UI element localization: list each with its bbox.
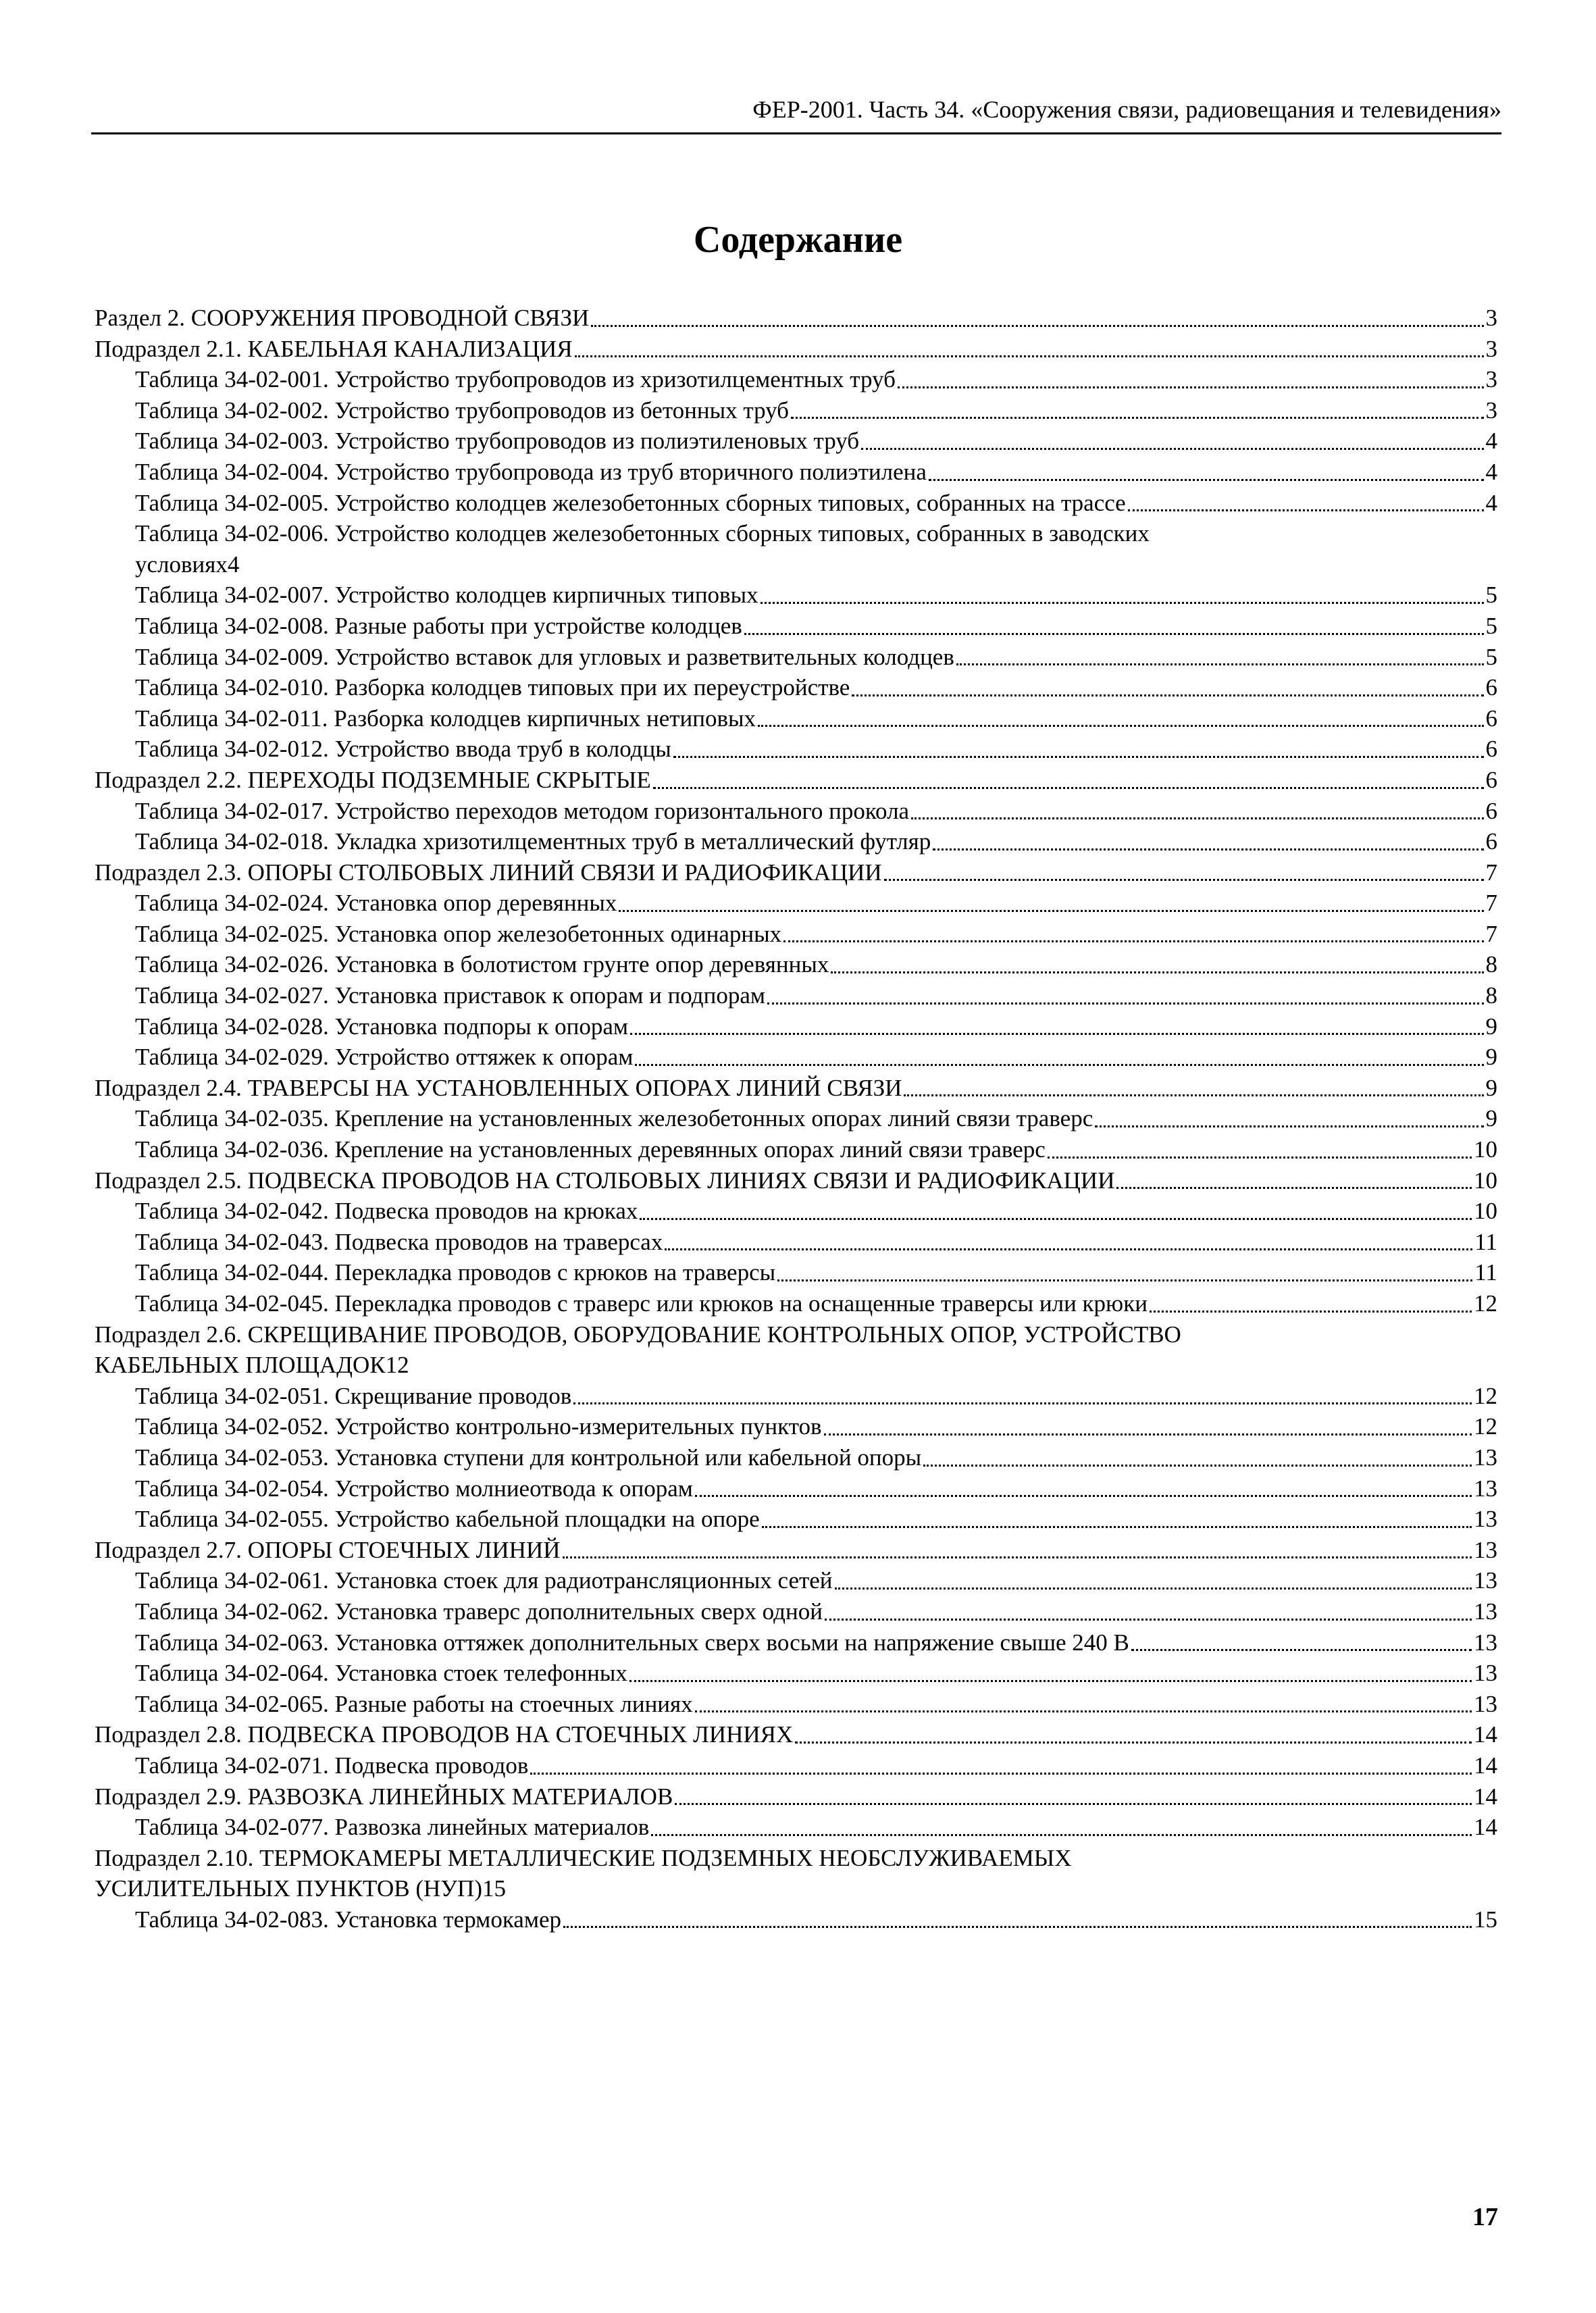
toc-entry-label: Таблица 34-02-018. Укладка хризотилцементных труб в металлический футляр — [135, 828, 931, 855]
dot-leader — [904, 1094, 1483, 1096]
dot-leader — [653, 787, 1484, 789]
dot-leader — [861, 448, 1483, 450]
dot-leader — [695, 1710, 1472, 1712]
toc-entry-page: 6 — [1485, 766, 1497, 793]
toc-entry-page: 6 — [1485, 674, 1497, 701]
toc-entry[interactable] — [95, 1227, 1497, 1258]
toc-entry-page: 8 — [1485, 982, 1497, 1009]
toc-entry[interactable] — [95, 1257, 1497, 1288]
toc-entry-label: Таблица 34-02-052. Устройство контрольно-измерительных пунктов — [135, 1413, 822, 1440]
dot-leader — [911, 817, 1483, 819]
toc-entry-label: Таблица 34-02-083. Установка термокамер — [135, 1906, 562, 1933]
table-of-contents — [95, 303, 1497, 1935]
toc-entry-label: Подраздел 2.6. СКРЕЩИВАНИЕ ПРОВОДОВ, ОБОРУДОВАНИЕ КОНТРОЛЬНЫХ ОПОР, УСТРОЙСТВО — [95, 1321, 1181, 1348]
toc-entry[interactable] — [95, 1196, 1497, 1227]
toc-entry-label: Таблица 34-02-045. Перекладка проводов с траверс или крюков на оснащенные траверсы или крюки — [135, 1290, 1148, 1317]
toc-entry[interactable] — [95, 672, 1497, 703]
toc-entry-page: 13 — [1474, 1475, 1497, 1502]
dot-leader — [852, 694, 1483, 696]
toc-entry[interactable] — [95, 826, 1497, 857]
toc-entry[interactable] — [95, 395, 1497, 426]
toc-entry-page: 12 — [1474, 1413, 1497, 1440]
dot-leader — [629, 1680, 1472, 1682]
dot-leader — [630, 1033, 1483, 1035]
toc-entry-page: 8 — [1485, 951, 1497, 978]
toc-entry[interactable] — [95, 457, 1497, 488]
toc-entry-page: 3 — [1485, 305, 1497, 331]
toc-entry-page: 13 — [1474, 1660, 1497, 1687]
toc-entry-label: Таблица 34-02-062. Установка траверс дополнительных сверх одной — [135, 1598, 823, 1625]
dot-leader — [795, 1742, 1472, 1744]
toc-entry[interactable] — [95, 888, 1497, 919]
dot-leader — [1150, 1311, 1472, 1313]
toc-entry-label: Таблица 34-02-065. Разные работы на стоечных линиях — [135, 1690, 693, 1717]
toc-entry-page: 14 — [1474, 1783, 1497, 1810]
dot-leader — [640, 1218, 1472, 1220]
toc-entry-page: 14 — [1474, 1721, 1497, 1748]
toc-entry[interactable] — [95, 1288, 1497, 1319]
toc-entry-label: Подраздел 2.4. ТРАВЕРСЫ НА УСТАНОВЛЕННЫХ ОПОРАХ ЛИНИЙ СВЯЗИ — [95, 1074, 902, 1101]
toc-entry[interactable] — [95, 765, 1497, 796]
toc-entry[interactable] — [95, 734, 1497, 765]
toc-entry[interactable] — [95, 488, 1497, 519]
toc-entry-page: 5 — [1485, 582, 1497, 609]
toc-entry[interactable] — [95, 703, 1497, 734]
toc-entry-label: Таблица 34-02-001. Устройство трубопроводов из хризотилцементных труб — [135, 366, 896, 393]
running-header: ФЕР-2001. Часть 34. «Сооружения связи, радиовещания и телевидения» — [91, 95, 1501, 134]
toc-entry[interactable] — [95, 919, 1497, 950]
toc-entry-label: Подраздел 2.7. ОПОРЫ СТОЕЧНЫХ ЛИНИЙ — [95, 1536, 561, 1563]
dot-leader — [1095, 1125, 1483, 1127]
toc-entry-page: 10 — [1474, 1167, 1497, 1194]
toc-entry-page: 10 — [1474, 1198, 1497, 1225]
toc-entry-label: Подраздел 2.9. РАЗВОЗКА ЛИНЕЙНЫХ МАТЕРИАЛОВ — [95, 1783, 673, 1810]
toc-entry-page: 13 — [1474, 1598, 1497, 1625]
toc-entry[interactable] — [95, 1812, 1497, 1843]
toc-entry-page: 9 — [1485, 1074, 1497, 1101]
toc-entry-page: 5 — [1485, 612, 1497, 639]
page-number: 17 — [1472, 2203, 1498, 2231]
dot-leader — [1116, 1187, 1472, 1189]
dot-leader — [619, 910, 1483, 912]
toc-entry-label: Таблица 34-02-063. Установка оттяжек дополнительных сверх восьми на напряжение свыше 240 В — [135, 1629, 1129, 1656]
toc-entry-page: 4 — [1485, 489, 1497, 516]
toc-entry-label: Таблица 34-02-024. Установка опор деревянных — [135, 890, 617, 917]
toc-entry-label: Таблица 34-02-042. Подвеска проводов на крюках — [135, 1198, 638, 1225]
toc-entry-label: Таблица 34-02-002. Устройство трубопроводов из бетонных труб — [135, 397, 789, 424]
toc-entry-page: 13 — [1474, 1567, 1497, 1594]
toc-entry-label: Таблица 34-02-009. Устройство вставок для угловых и разветвительных колодцев — [135, 643, 954, 670]
dot-leader — [956, 663, 1484, 665]
toc-entry-page: 3 — [1485, 397, 1497, 424]
toc-entry-label-continued: КАБЕЛЬНЫХ ПЛОЩАДОК — [95, 1352, 386, 1379]
toc-entry[interactable] — [95, 518, 1497, 580]
toc-entry-page: 9 — [1485, 1105, 1497, 1132]
toc-entry-page: 14 — [1474, 1752, 1497, 1779]
toc-entry-label: Таблица 34-02-055. Устройство кабельной площадки на опоре — [135, 1506, 760, 1533]
toc-entry-page: 6 — [1485, 828, 1497, 855]
toc-entry-label: Таблица 34-02-025. Установка опор железобетонных одинарных — [135, 920, 782, 947]
toc-entry-page: 6 — [1485, 705, 1497, 732]
toc-entry-label: Подраздел 2.3. ОПОРЫ СТОЛБОВЫХ ЛИНИЙ СВЯЗИ И РАДИОФИКАЦИИ — [95, 859, 882, 886]
toc-entry-label: Таблица 34-02-044. Перекладка проводов с крюков на траверсы — [135, 1259, 776, 1286]
toc-entry-page: 10 — [1474, 1136, 1497, 1163]
toc-entry-page: 13 — [1474, 1506, 1497, 1533]
toc-entry-label: Таблица 34-02-005. Устройство колодцев железобетонных сборных типовых, собранных на трассе — [135, 489, 1126, 516]
toc-entry-label: Таблица 34-02-026. Установка в болотистом грунте опор деревянных — [135, 951, 829, 978]
toc-entry[interactable] — [95, 1504, 1497, 1535]
toc-entry-label: Подраздел 2.8. ПОДВЕСКА ПРОВОДОВ НА СТОЕЧНЫХ ЛИНИЯХ — [95, 1721, 794, 1748]
toc-entry-page: 12 — [1474, 1290, 1497, 1317]
toc-entry-label: Таблица 34-02-008. Разные работы при устройстве колодцев — [135, 612, 742, 639]
toc-entry-page: 11 — [1474, 1259, 1497, 1286]
toc-entry-page: 4 — [1485, 458, 1497, 485]
toc-entry[interactable] — [95, 1134, 1497, 1165]
toc-entry-label: Подраздел 2.1. КАБЕЛЬНАЯ КАНАЛИЗАЦИЯ — [95, 335, 573, 362]
toc-entry[interactable] — [95, 1042, 1497, 1073]
dot-leader — [675, 1803, 1472, 1805]
toc-entry-page: 14 — [1474, 1814, 1497, 1841]
toc-entry[interactable] — [95, 1658, 1497, 1689]
toc-entry-label: Таблица 34-02-017. Устройство переходов методом горизонтального прокола — [135, 797, 910, 824]
toc-entry-page: 13 — [1474, 1690, 1497, 1717]
toc-entry[interactable] — [95, 580, 1497, 611]
dot-leader — [933, 848, 1483, 850]
toc-entry[interactable] — [95, 1535, 1497, 1566]
toc-entry[interactable] — [95, 1473, 1497, 1504]
dot-leader — [898, 386, 1484, 388]
toc-entry[interactable] — [95, 1565, 1497, 1596]
toc-entry[interactable] — [95, 1381, 1497, 1412]
toc-entry[interactable] — [95, 1011, 1497, 1042]
toc-entry[interactable] — [95, 1904, 1497, 1935]
toc-entry-page: 11 — [1474, 1228, 1497, 1255]
toc-entry-label: Таблица 34-02-006. Устройство колодцев железобетонных сборных типовых, собранных в заводских — [135, 520, 1150, 547]
page-title: Содержание — [693, 219, 903, 261]
dot-leader — [761, 602, 1484, 604]
toc-entry-label: Таблица 34-02-043. Подвеска проводов на траверсах — [135, 1228, 663, 1255]
toc-entry-page: 9 — [1485, 1044, 1497, 1071]
toc-entry-label: Таблица 34-02-071. Подвеска проводов — [135, 1752, 529, 1779]
toc-entry[interactable] — [95, 949, 1497, 980]
dot-leader — [923, 1465, 1472, 1467]
toc-entry-label: Таблица 34-02-004. Устройство трубопровода из труб вторичного полиэтилена — [135, 458, 927, 485]
toc-entry[interactable] — [95, 1411, 1497, 1442]
dot-leader — [884, 879, 1484, 881]
toc-entry[interactable] — [95, 303, 1497, 334]
dot-leader — [1131, 1649, 1472, 1651]
toc-entry-label: Подраздел 2.10. ТЕРМОКАМЕРЫ МЕТАЛЛИЧЕСКИЕ ПОДЗЕМНЫХ НЕОБСЛУЖИВАЕМЫХ — [95, 1844, 1072, 1871]
toc-entry-label: Таблица 34-02-012. Устройство ввода труб в колодцы — [135, 736, 671, 763]
toc-entry-label: Таблица 34-02-054. Устройство молниеотвода к опорам — [135, 1475, 693, 1502]
toc-entry[interactable] — [95, 1319, 1497, 1381]
toc-entry[interactable] — [95, 1750, 1497, 1781]
dot-leader — [824, 1433, 1472, 1435]
toc-entry-label-continued: УСИЛИТЕЛЬНЫХ ПУНКТОВ (НУП) — [95, 1875, 482, 1902]
dot-leader — [1128, 509, 1484, 511]
toc-entry[interactable] — [95, 1596, 1497, 1627]
toc-entry[interactable] — [95, 1719, 1497, 1750]
toc-entry-page: 12 — [1474, 1382, 1497, 1409]
dot-leader — [791, 417, 1484, 419]
toc-entry[interactable] — [95, 1843, 1497, 1904]
toc-entry-page: 15 — [482, 1875, 506, 1902]
toc-entry-label: Таблица 34-02-036. Крепление на установленных деревянных опорах линий связи траверс — [135, 1136, 1046, 1163]
toc-entry-page: 7 — [1485, 859, 1497, 886]
toc-entry-label: Таблица 34-02-053. Установка ступени для контрольной или кабельной опоры — [135, 1444, 922, 1471]
toc-entry-page: 6 — [1485, 797, 1497, 824]
toc-entry-page: 4 — [1485, 428, 1497, 455]
dot-leader — [563, 1926, 1472, 1928]
dot-leader — [1048, 1156, 1472, 1159]
toc-entry-label: Таблица 34-02-011. Разборка колодцев кирпичных нетиповых — [135, 705, 756, 732]
toc-entry[interactable] — [95, 980, 1497, 1011]
toc-entry-label: Подраздел 2.2. ПЕРЕХОДЫ ПОДЗЕМНЫЕ СКРЫТЫЕ — [95, 766, 651, 793]
toc-entry-page: 13 — [1474, 1629, 1497, 1656]
dot-leader — [573, 1402, 1472, 1404]
toc-entry[interactable] — [95, 1689, 1497, 1720]
toc-entry-label: Таблица 34-02-035. Крепление на установленных железобетонных опорах линий связи траверс — [135, 1105, 1093, 1132]
toc-entry-page: 12 — [385, 1352, 409, 1379]
toc-entry[interactable] — [95, 334, 1497, 365]
toc-entry-label: Таблица 34-02-027. Установка приставок к опорам и подпорам — [135, 982, 766, 1009]
toc-entry-label: Таблица 34-02-003. Устройство трубопроводов из полиэтиленовых труб — [135, 428, 860, 455]
dot-leader — [758, 725, 1483, 727]
toc-entry-page: 3 — [1485, 335, 1497, 362]
toc-entry[interactable] — [95, 364, 1497, 395]
toc-entry[interactable] — [95, 1165, 1497, 1196]
dot-leader — [744, 633, 1484, 635]
toc-entry-page: 7 — [1485, 920, 1497, 947]
toc-entry[interactable] — [95, 857, 1497, 888]
toc-entry-label: Таблица 34-02-051. Скрещивание проводов — [135, 1382, 572, 1409]
toc-entry-label: Таблица 34-02-010. Разборка колодцев типовых при их переустройстве — [135, 674, 850, 701]
dot-leader — [767, 1002, 1483, 1005]
toc-entry[interactable] — [95, 426, 1497, 457]
toc-entry-page: 4 — [227, 551, 240, 578]
toc-entry-label: Таблица 34-02-077. Развозка линейных материалов — [135, 1814, 650, 1841]
toc-entry-page: 13 — [1474, 1444, 1497, 1471]
toc-entry-page: 3 — [1485, 366, 1497, 393]
toc-entry[interactable] — [95, 642, 1497, 673]
toc-entry-label: Подраздел 2.5. ПОДВЕСКА ПРОВОДОВ НА СТОЛБОВЫХ ЛИНИЯХ СВЯЗИ И РАДИОФИКАЦИИ — [95, 1167, 1115, 1194]
toc-entry-label-continued: условиях — [135, 551, 228, 578]
toc-entry-page: 13 — [1474, 1536, 1497, 1563]
toc-entry-label: Таблица 34-02-064. Установка стоек телефонных — [135, 1660, 627, 1687]
dot-leader — [835, 1587, 1472, 1590]
dot-leader — [591, 325, 1483, 327]
dot-leader — [783, 940, 1483, 942]
dot-leader — [665, 1248, 1472, 1250]
dot-leader — [673, 756, 1484, 758]
dot-leader — [651, 1834, 1472, 1836]
toc-entry[interactable] — [95, 1442, 1497, 1473]
toc-entry-label: Таблица 34-02-061. Установка стоек для радиотрансляционных сетей — [135, 1567, 833, 1594]
dot-leader — [530, 1773, 1472, 1775]
dot-leader — [695, 1495, 1472, 1497]
toc-entry-page: 5 — [1485, 643, 1497, 670]
dot-leader — [575, 355, 1484, 357]
toc-entry-page: 7 — [1485, 890, 1497, 917]
toc-entry-page: 15 — [1474, 1906, 1497, 1933]
dot-leader — [762, 1526, 1472, 1528]
toc-entry-label: Таблица 34-02-029. Устройство оттяжек к опорам — [135, 1044, 634, 1071]
toc-entry-label: Раздел 2. СООРУЖЕНИЯ ПРОВОДНОЙ СВЯЗИ — [95, 305, 590, 331]
toc-entry[interactable] — [95, 611, 1497, 642]
toc-entry-label: Таблица 34-02-007. Устройство колодцев кирпичных типовых — [135, 582, 758, 609]
dot-leader — [635, 1064, 1483, 1066]
toc-entry[interactable] — [95, 1073, 1497, 1104]
toc-entry[interactable] — [95, 1103, 1497, 1134]
dot-leader — [825, 1619, 1472, 1621]
toc-entry[interactable] — [95, 796, 1497, 827]
toc-entry-page: 9 — [1485, 1013, 1497, 1040]
toc-entry-page: 6 — [1485, 736, 1497, 763]
dot-leader — [831, 971, 1483, 973]
dot-leader — [563, 1556, 1472, 1558]
dot-leader — [929, 479, 1484, 481]
toc-entry[interactable] — [95, 1627, 1497, 1658]
toc-entry-label: Таблица 34-02-028. Установка подпоры к опорам — [135, 1013, 629, 1040]
toc-entry[interactable] — [95, 1781, 1497, 1812]
dot-leader — [777, 1279, 1472, 1281]
